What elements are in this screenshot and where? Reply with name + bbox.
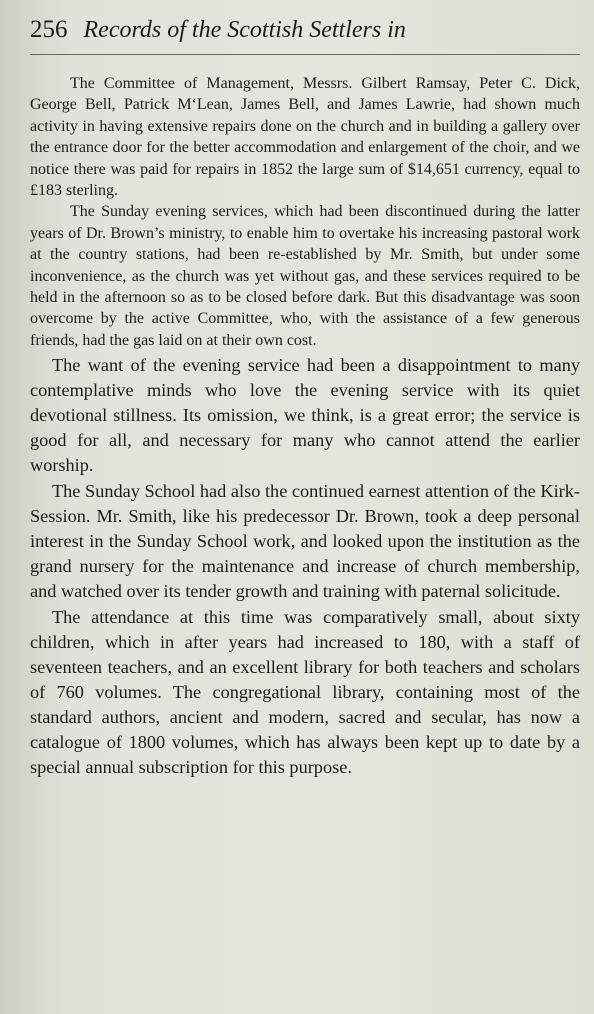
paragraph-evening-services: The Sunday evening services, which had been discontinued during the latter years of Dr. Brown’s ministry, to enable him to overtake his increasing pastoral work at the country stations, had been re-established by Mr. Smith, but under some inconvenience, as the church was yet without gas, and these services required to be held in the afternoon so as to be closed before dark. But this disadvantage was soon overcome by the active Committee, who, with the assistance of a few generous friends, had the gas laid on at their own cost.: [30, 203, 580, 349]
paragraph-sunday-school: The Sunday School had also the continued earnest attention of the Kirk-Session. Mr. Smith, like his predecessor Dr. Brown, took a deep personal interest in the Sunday School work, and looked upon the institution as the grand nursery for the maintenance and increase of church membership, and watched over its tender growth and training with paternal solicitude.: [30, 481, 580, 602]
paragraph-committee: The Committee of Management, Messrs. Gilbert Ramsay, Peter C. Dick, George Bell, Patrick M‘Lean, James Bell, and James Lawrie, had shown much activity in having extensive repairs done on the church and in building a gallery over the entrance door for the better accommodation and enlargement of the choir, and we notice there was paid for repairs in 1852 the large sum of $14,651 currency, equal to £183 sterling.: [30, 75, 580, 200]
page-number: 256: [30, 16, 68, 43]
running-title: Records of the Scottish Settlers in: [83, 17, 406, 43]
paragraph-attendance-library: The attendance at this time was comparatively small, about sixty children, which in after years had increased to 180, with a staff of seventeen teachers, and an excellent library for both teachers and scholars of 760 volumes. The congregational library, containing most of the standard authors, ancient and modern, sacred and secular, has now a catalogue of 1800 volumes, which has always been kept up to date by a special annual subscription for this purpose.: [30, 607, 580, 778]
small-print-section: [30, 73, 580, 351]
page-header: [30, 16, 580, 55]
main-text-section: [30, 353, 580, 780]
paragraph-evening-service-want: The want of the evening service had been a disappointment to many contemplative minds who love the evening service with its quiet devotional stillness. Its omission, we think, is a great error; the service is good for all, and necessary for many who cannot attend the earlier worship.: [30, 355, 580, 476]
